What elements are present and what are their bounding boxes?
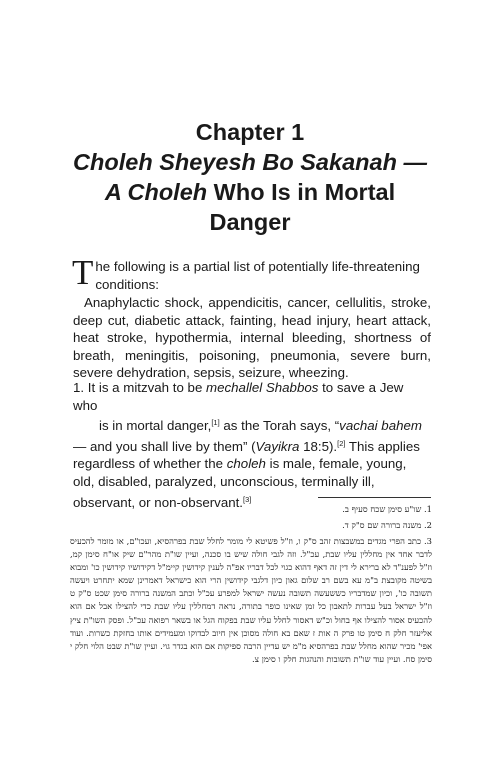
footnote-ref-1[interactable]: [1] xyxy=(211,418,220,428)
footnote-ref-2[interactable]: [2] xyxy=(337,438,346,448)
numbered-item-1 xyxy=(73,379,431,511)
item1-rest xyxy=(73,435,431,511)
chapter-title-line2 xyxy=(70,177,430,237)
drop-cap: T xyxy=(72,253,94,292)
chapter-title-line2-rest: Who Is in Mortal Danger xyxy=(207,179,396,235)
item1-italic-g: choleh xyxy=(226,456,266,472)
chapter-number: Chapter 1 xyxy=(195,119,305,145)
footnote-divider xyxy=(318,497,431,498)
item1-italic-a: mechallel Shabbos xyxy=(206,380,319,395)
conditions-text: Anaphylactic shock, appendicitis, cancer, cellulitis, stroke, deep cut, diabetic attack, fainting, head injury, heart attack, heat stroke, hypothermia, internal bleeding, shortness of breath, meningitis, poisoning, pneumonia, severe burn, severe dehydration, sepsis, seizure, wheezing. xyxy=(73,295,431,381)
conditions-list xyxy=(73,294,431,382)
item1-italic-e: Vayikra xyxy=(255,438,300,454)
intro-paragraph xyxy=(72,253,431,293)
footnote-ref-3[interactable]: [3] xyxy=(243,494,252,504)
intro-line1: he following is a partial list of potentially life-threatening xyxy=(95,259,420,274)
chapter-title-line2-italic: A Choleh xyxy=(104,179,208,205)
chapter-heading xyxy=(70,117,430,237)
item1-text-d: as the Torah says, “ xyxy=(219,418,340,434)
intro-line2: conditions: xyxy=(95,276,159,292)
item1-italic-d: vachai bahem xyxy=(339,418,422,434)
item1-line1 xyxy=(73,379,431,414)
item1-text-c: is in mortal danger, xyxy=(99,418,212,434)
footnote-2: 2. משנה ברורה שם ס"ק ד. xyxy=(342,520,432,530)
item1-text-h: is male, female, young, old, disabled, paralyzed, unconscious, terminally ill, observant, or non-observant. xyxy=(73,456,407,510)
item1-line2 xyxy=(73,414,431,435)
chapter-title-line1: Choleh Sheyesh Bo Sakanah — xyxy=(73,149,427,175)
item1-text-g: This applies regardless of whether the xyxy=(73,438,420,472)
item1-text-f: 18:5). xyxy=(299,438,338,454)
footnote-3: 3. כתב הפרי מגדים במשבצות זהב ס"ק ו, וז"ל פשיטא לי מומר לחלל שבת בפרהסיא, ועכו"ם, או מומר להכעיס לדבר אחד אין מחללין עליו שבת, עכ"ל. וזה לגבי חולה שיש בו סכנה, ועיין שו"ת מהר"ם שיק או"ח סימן קמ, וז"ל לפענ"ד לא ברירא לי דין זה דאף דהוא כגוי לכל דבריו אפ"ה לענין קידושין קיימ"ל דקידושיו קידושין כו' ומבוא בשיטה מקובצת ב"מ עא בשם רב שלום גאון כיון דלגבי קידושין הרי הוא כישראל דאמרינן שמא יתחרט ויעשה תשובה כו', וכיון שמדבריו כששעשה תשובה נעשה ישראל למפרע עכ"ל וכתב המשנה ברורה סימן שכט ס"ק ט וז"ל ישראל בעל עברות לתאבון כל זמן שאינו כופר בתורה, נראה דמחללין עליו שבת כדי להצילו אבל אם הוא להכעיס אסור להצילו אף בחול וכ"ש דאסור לחלל עליו שבת בפקוח הגל או בשאר רפואה עכ"ל. ופסק השו"ת ציץ אליעזר חלק ח סימן טו פרק ה אות ז שאם בא חולה מסוכן אין חיוב לבדוקו ומעמידים אותו בחזקת כשרות. ועוד אפי' מכיר שהוא מחלל שבת בפרהסיא מ"מ יש עדיין הרבה ספיקות אם הוא בגדר גוי. ועיין שו"ת שבט הלוי חלק י סימן סח. ועיין עוד שו"ת תשובות והנהגות חלק ו סימן צ. xyxy=(70,536,432,664)
item1-text-b: to save a Jew who xyxy=(73,380,404,413)
footnote-1: 1. שו"ע סימן שכח סעיף ב. xyxy=(342,504,432,514)
item1-text-e: — and you shall live by them” ( xyxy=(73,438,256,454)
item1-text-a: 1. It is a mitzvah to be xyxy=(73,380,207,395)
